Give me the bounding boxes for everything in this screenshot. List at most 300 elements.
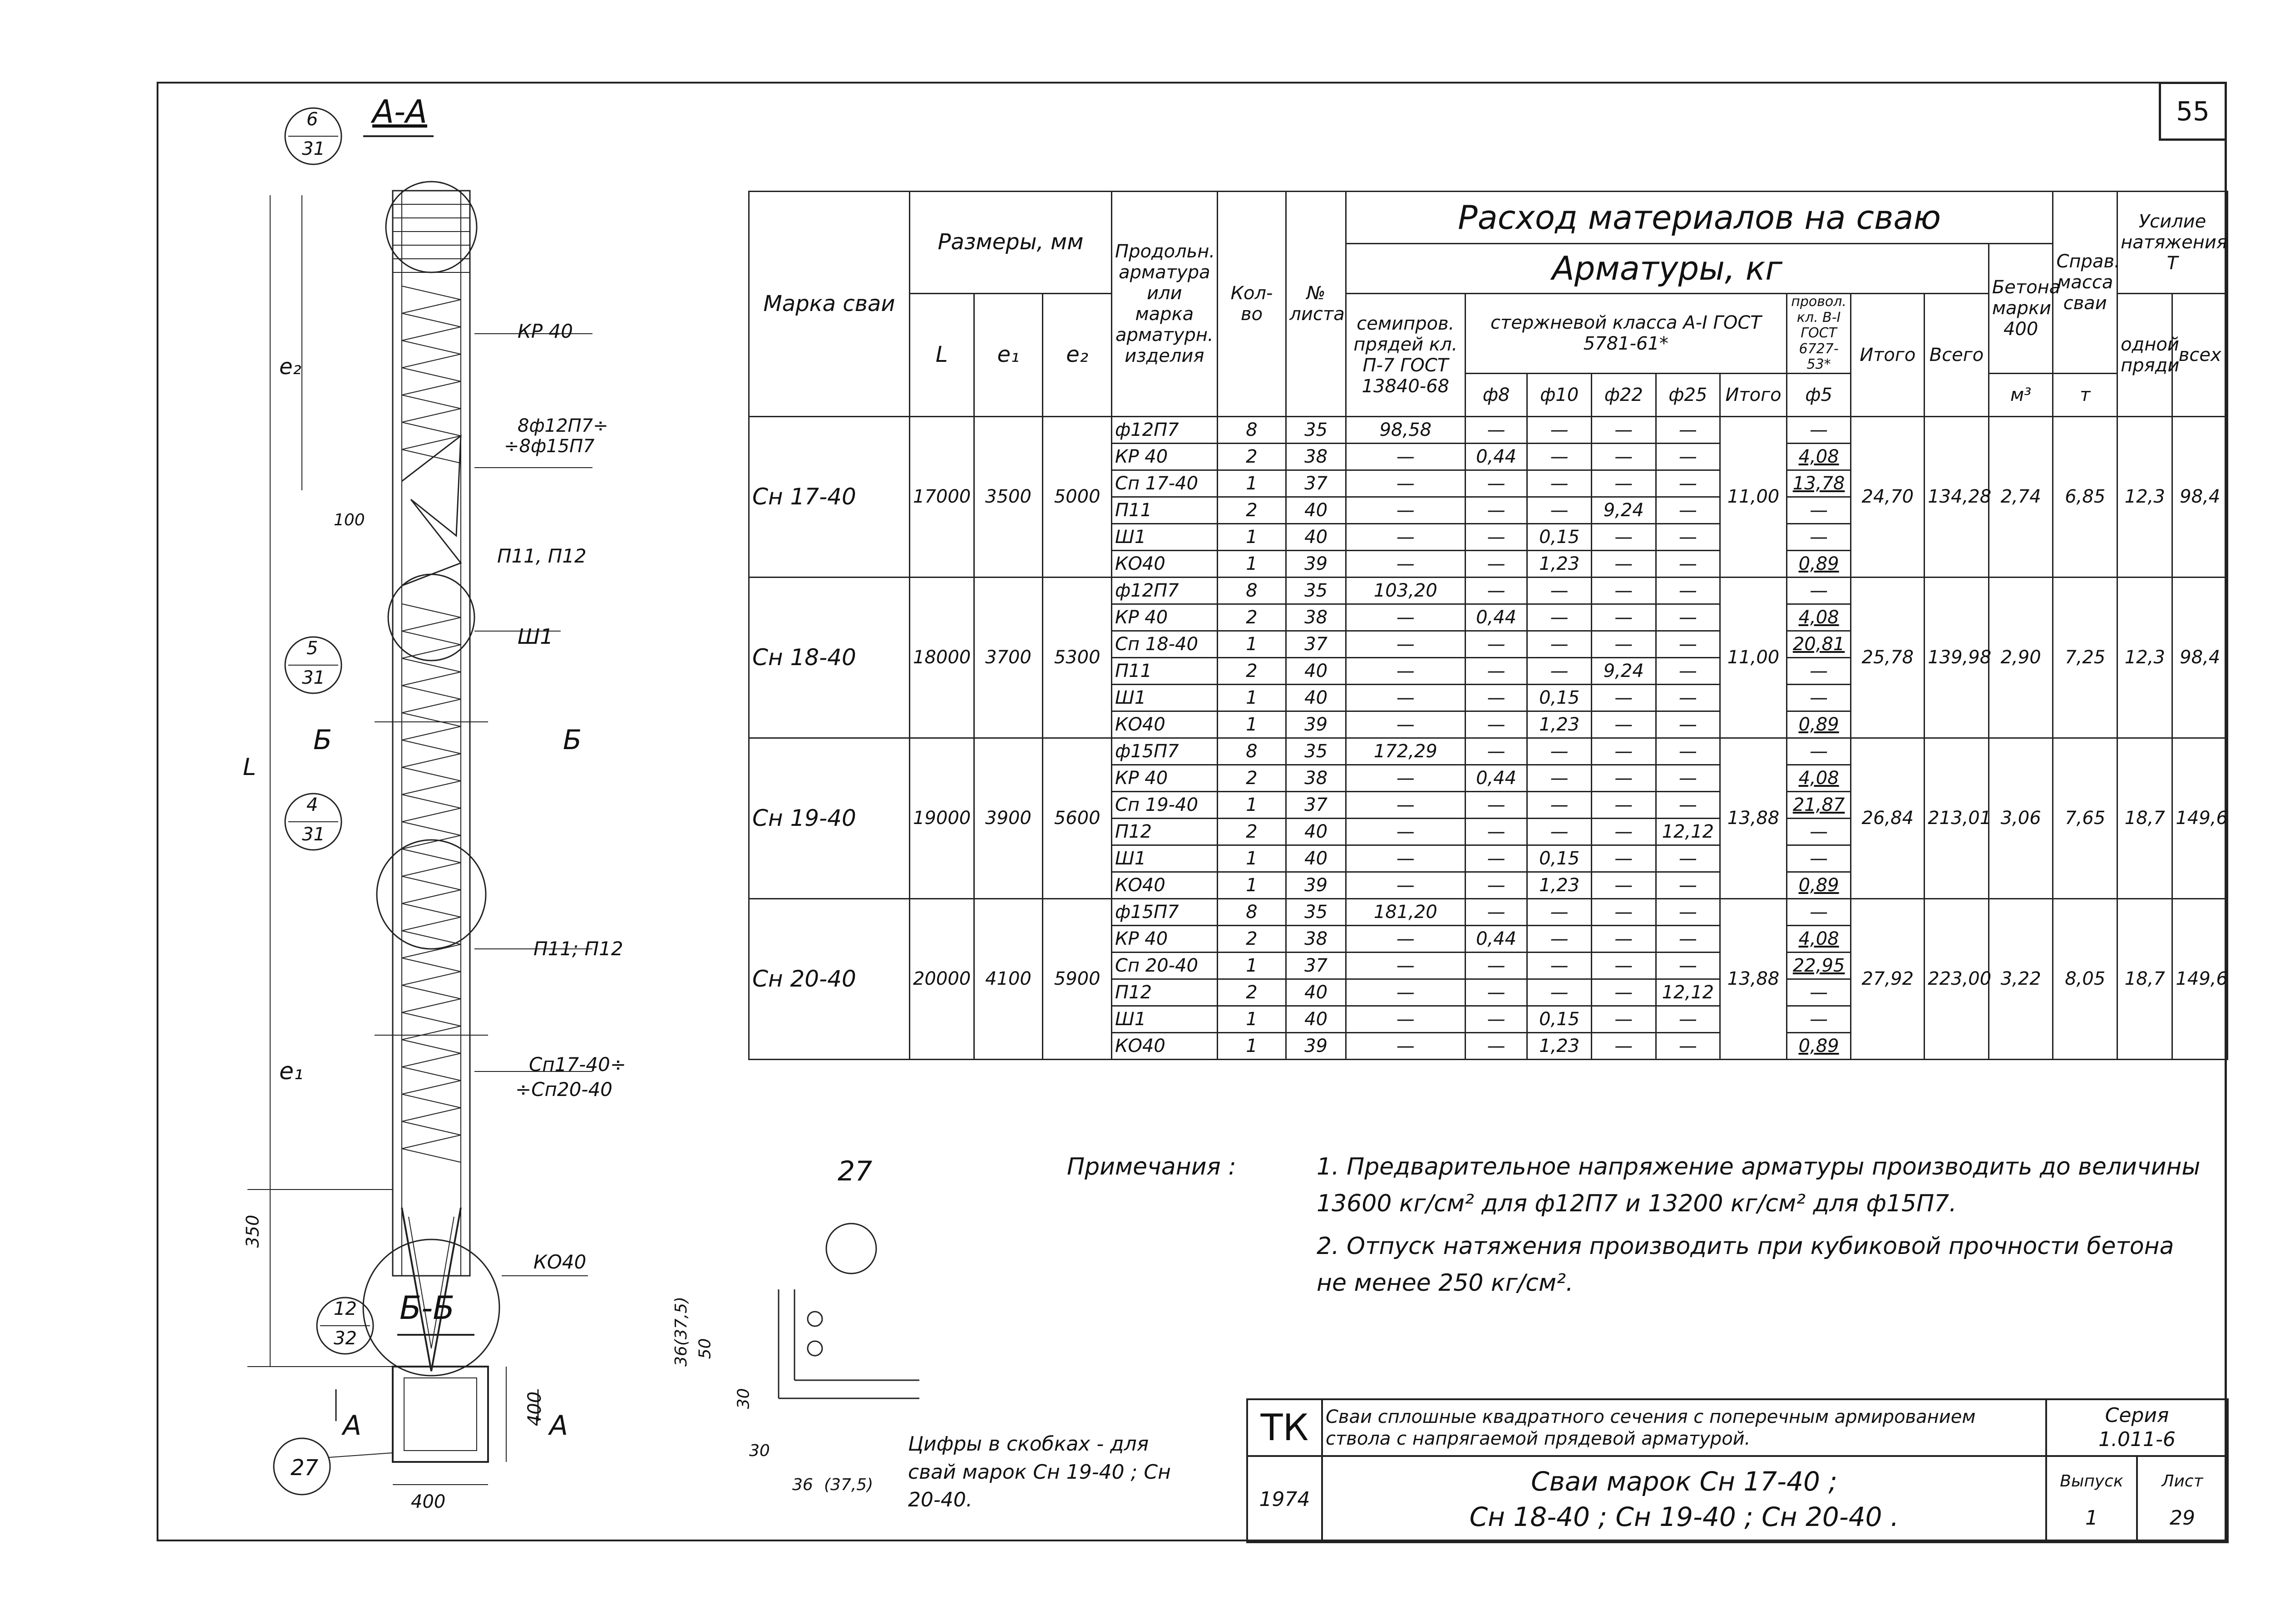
table-row bbox=[749, 577, 2228, 604]
note-1: 1. Предварительное напряжение арматуры производить до величины 13600 кг/см² для ф12П7 и 13200 кг/см² для ф15П7. bbox=[1317, 1153, 2201, 1217]
value-d8 bbox=[1465, 497, 1527, 523]
value-semi bbox=[1346, 925, 1465, 952]
value-d22 bbox=[1591, 765, 1656, 791]
qty: 1 bbox=[1217, 684, 1286, 711]
rebar-item: Ш1 bbox=[1112, 523, 1218, 550]
pile-mark: Сн 18-40 bbox=[749, 577, 910, 738]
value-d5 bbox=[1786, 818, 1851, 845]
hdr-raskhod: Расход материалов на сваю bbox=[1346, 192, 2053, 244]
value-d10 bbox=[1527, 443, 1592, 470]
value-d22 bbox=[1591, 925, 1656, 952]
value-d5: 0,89 bbox=[1786, 711, 1851, 738]
pile-mark: Сн 20-40 bbox=[749, 898, 910, 1059]
sheet-ref: 37 bbox=[1286, 791, 1346, 818]
value-d25 bbox=[1656, 523, 1720, 550]
value-semi: 181,20 bbox=[1346, 898, 1465, 925]
label-p11p12: П11; П12 bbox=[533, 938, 623, 960]
value-semi bbox=[1346, 657, 1465, 684]
rebar-item: Ш1 bbox=[1112, 684, 1218, 711]
value-semi bbox=[1346, 818, 1465, 845]
value-d10 bbox=[1527, 577, 1592, 604]
qty: 1 bbox=[1217, 1032, 1286, 1059]
label-kr40: КР 40 bbox=[518, 320, 573, 342]
sheet-ref: 39 bbox=[1286, 550, 1346, 577]
subtotal-wire: 24,70 bbox=[1851, 416, 1925, 577]
table-body bbox=[749, 416, 2228, 1059]
value-d5 bbox=[1786, 1006, 1851, 1032]
value-d25 bbox=[1656, 497, 1720, 523]
callout-12-num: 12 bbox=[334, 1298, 357, 1319]
sheet-ref: 37 bbox=[1286, 470, 1346, 497]
qty: 8 bbox=[1217, 738, 1286, 765]
value-d22 bbox=[1591, 443, 1656, 470]
detail27-title: 27 bbox=[838, 1155, 873, 1187]
value-d8 bbox=[1465, 872, 1527, 898]
value-d8 bbox=[1465, 470, 1527, 497]
sheet-ref: 39 bbox=[1286, 1032, 1346, 1059]
rebar-item: КО40 bbox=[1112, 711, 1218, 738]
value-d5 bbox=[1786, 898, 1851, 925]
value-d25 bbox=[1656, 872, 1720, 898]
value-d22 bbox=[1591, 470, 1656, 497]
qty: 2 bbox=[1217, 979, 1286, 1006]
value-d5: 4,08 bbox=[1786, 925, 1851, 952]
force-per-strand: 18,7 bbox=[2117, 738, 2172, 898]
qty: 1 bbox=[1217, 470, 1286, 497]
detail27-dim-30a: 30 bbox=[734, 1388, 753, 1409]
value-d22: 9,24 bbox=[1591, 657, 1656, 684]
subtotal-bars: 11,00 bbox=[1720, 577, 1787, 738]
value-d8 bbox=[1465, 738, 1527, 765]
label-cp-range1: Сп17-40÷ bbox=[529, 1053, 627, 1076]
dim-100: 100 bbox=[334, 511, 365, 529]
table-row bbox=[749, 416, 2228, 443]
label-cp-range2: ÷Сп20-40 bbox=[515, 1078, 613, 1101]
value-d8 bbox=[1465, 979, 1527, 1006]
value-d25: 12,12 bbox=[1656, 818, 1720, 845]
tb-series: Серия 1.011-6 bbox=[2046, 1399, 2228, 1456]
hdr-t: т bbox=[2053, 373, 2117, 416]
callout-5-den: 31 bbox=[302, 667, 325, 688]
note-2: 2. Отпуск натяжения производить при кубиковой прочности бетона не менее 250 кг/см². bbox=[1317, 1233, 2174, 1297]
value-semi bbox=[1346, 711, 1465, 738]
length-e2: 5300 bbox=[1043, 577, 1112, 738]
qty: 1 bbox=[1217, 952, 1286, 979]
value-d8 bbox=[1465, 818, 1527, 845]
value-d5: 4,08 bbox=[1786, 443, 1851, 470]
value-d25 bbox=[1656, 657, 1720, 684]
rebar-item: Ш1 bbox=[1112, 1006, 1218, 1032]
value-semi bbox=[1346, 979, 1465, 1006]
value-d8 bbox=[1465, 952, 1527, 979]
value-semi: 103,20 bbox=[1346, 577, 1465, 604]
value-d22 bbox=[1591, 979, 1656, 1006]
value-semi bbox=[1346, 952, 1465, 979]
value-d10 bbox=[1527, 631, 1592, 657]
value-d22 bbox=[1591, 604, 1656, 631]
detail-circle-5 bbox=[388, 574, 474, 661]
value-d10 bbox=[1527, 818, 1592, 845]
pile-mass: 7,65 bbox=[2053, 738, 2117, 898]
value-d10: 1,23 bbox=[1527, 1032, 1592, 1059]
total-steel: 213,01 bbox=[1925, 738, 1989, 898]
value-semi bbox=[1346, 470, 1465, 497]
rebar-item: КР 40 bbox=[1112, 765, 1218, 791]
sheet-ref: 38 bbox=[1286, 604, 1346, 631]
hdr-kolvo: Кол-во bbox=[1217, 192, 1286, 417]
value-d8 bbox=[1465, 416, 1527, 443]
value-d8: 0,44 bbox=[1465, 765, 1527, 791]
bracket-footnote: Цифры в скобках - для свай марок Сн 19-40 ; Сн 20-40. bbox=[908, 1432, 1171, 1512]
value-d22 bbox=[1591, 845, 1656, 872]
rebar-item: ф15П7 bbox=[1112, 738, 1218, 765]
rebar-item: КР 40 bbox=[1112, 604, 1218, 631]
value-d5 bbox=[1786, 684, 1851, 711]
value-d25 bbox=[1656, 416, 1720, 443]
value-d22 bbox=[1591, 898, 1656, 925]
table-row bbox=[749, 738, 2228, 765]
subtotal-bars: 13,88 bbox=[1720, 738, 1787, 898]
sheet-ref: 35 bbox=[1286, 898, 1346, 925]
value-d25 bbox=[1656, 604, 1720, 631]
qty: 2 bbox=[1217, 443, 1286, 470]
rebar-item: Сп 20-40 bbox=[1112, 952, 1218, 979]
pile-mass: 7,25 bbox=[2053, 577, 2117, 738]
sheet-ref: 40 bbox=[1286, 1006, 1346, 1032]
value-semi bbox=[1346, 631, 1465, 657]
sheet-ref: 40 bbox=[1286, 684, 1346, 711]
detail27-dim-375: (37,5) bbox=[824, 1476, 873, 1494]
sheet-ref: 40 bbox=[1286, 818, 1346, 845]
hdr-d25: ф25 bbox=[1656, 373, 1720, 416]
label-p11p12-top: П11, П12 bbox=[497, 545, 587, 567]
value-d25: 12,12 bbox=[1656, 979, 1720, 1006]
rebar-item: ф15П7 bbox=[1112, 898, 1218, 925]
rebar-item: Ш1 bbox=[1112, 845, 1218, 872]
hdr-e2: e₂ bbox=[1043, 294, 1112, 417]
value-d25 bbox=[1656, 738, 1720, 765]
table-row bbox=[749, 898, 2228, 925]
length-e2: 5000 bbox=[1043, 416, 1112, 577]
rebar-item: П11 bbox=[1112, 497, 1218, 523]
value-semi bbox=[1346, 684, 1465, 711]
value-d5: 0,89 bbox=[1786, 1032, 1851, 1059]
hdr-sterzh: стержневой класса А-I ГОСТ 5781-61* bbox=[1465, 294, 1786, 374]
qty: 8 bbox=[1217, 416, 1286, 443]
qty: 1 bbox=[1217, 1006, 1286, 1032]
callout-6-num: 6 bbox=[306, 109, 318, 130]
value-semi bbox=[1346, 523, 1465, 550]
hdr-itogo2: Итого bbox=[1851, 294, 1925, 417]
qty: 1 bbox=[1217, 631, 1286, 657]
value-d22 bbox=[1591, 791, 1656, 818]
hdr-sprav: Справ. масса сваи bbox=[2053, 192, 2117, 374]
hdr-beton: Бетона марки 400 bbox=[1989, 244, 2053, 374]
label-strands2: ÷8ф15П7 bbox=[504, 436, 595, 457]
mark-a-right: А bbox=[549, 1410, 568, 1441]
dim-L: L bbox=[243, 754, 256, 781]
hdr-vsekh: всех bbox=[2172, 294, 2228, 417]
notes-label: Примечания : bbox=[1067, 1153, 1236, 1180]
value-d10: 0,15 bbox=[1527, 523, 1592, 550]
total-steel: 223,00 bbox=[1925, 898, 1989, 1059]
hdr-armatury: Арматуры, кг bbox=[1346, 244, 1989, 294]
rebar-item: КО40 bbox=[1112, 550, 1218, 577]
sheet-ref: 40 bbox=[1286, 523, 1346, 550]
value-d25 bbox=[1656, 631, 1720, 657]
value-d10 bbox=[1527, 925, 1592, 952]
sheet-ref: 38 bbox=[1286, 765, 1346, 791]
value-semi bbox=[1346, 845, 1465, 872]
callout-4-num: 4 bbox=[306, 795, 318, 815]
hdr-vsego: Всего bbox=[1925, 294, 1989, 417]
callout-6-den: 31 bbox=[302, 138, 325, 159]
value-semi bbox=[1346, 1006, 1465, 1032]
value-d22 bbox=[1591, 738, 1656, 765]
value-d8 bbox=[1465, 657, 1527, 684]
qty: 2 bbox=[1217, 765, 1286, 791]
pile-mark: Сн 17-40 bbox=[749, 416, 910, 577]
mark-b-right: Б bbox=[563, 724, 582, 756]
qty: 2 bbox=[1217, 818, 1286, 845]
value-d5: 13,78 bbox=[1786, 470, 1851, 497]
value-d25 bbox=[1656, 470, 1720, 497]
value-d22 bbox=[1591, 818, 1656, 845]
callout-12-den: 32 bbox=[334, 1328, 357, 1349]
value-d8 bbox=[1465, 845, 1527, 872]
value-d5: 21,87 bbox=[1786, 791, 1851, 818]
value-semi bbox=[1346, 604, 1465, 631]
sheet-ref: 40 bbox=[1286, 979, 1346, 1006]
force-per-strand: 12,3 bbox=[2117, 416, 2172, 577]
subtotal-bars: 13,88 bbox=[1720, 898, 1787, 1059]
value-d8 bbox=[1465, 791, 1527, 818]
qty: 2 bbox=[1217, 497, 1286, 523]
hdr-marka: Марка сваи bbox=[749, 192, 910, 417]
hdr-list: № листа bbox=[1286, 192, 1346, 417]
tb-title: Сваи марок Сн 17-40 ; Сн 18-40 ; Сн 19-40 ; Сн 20-40 . bbox=[1322, 1456, 2046, 1542]
hdr-d5: ф5 bbox=[1786, 373, 1851, 416]
rebar-item: КО40 bbox=[1112, 872, 1218, 898]
pile-mark: Сн 19-40 bbox=[749, 738, 910, 898]
value-d10 bbox=[1527, 738, 1592, 765]
value-d25 bbox=[1656, 684, 1720, 711]
value-d5 bbox=[1786, 523, 1851, 550]
hdr-provol: провол. кл. В-I ГОСТ 6727-53* bbox=[1786, 294, 1851, 374]
sheet-ref: 40 bbox=[1286, 657, 1346, 684]
sheet-ref: 40 bbox=[1286, 497, 1346, 523]
mark-b-left: Б bbox=[313, 724, 332, 756]
value-d25 bbox=[1656, 550, 1720, 577]
sheet-ref: 35 bbox=[1286, 577, 1346, 604]
label-strands: 8ф12П7÷ bbox=[518, 415, 608, 436]
label-ko40: КО40 bbox=[533, 1251, 587, 1273]
subtotal-wire: 25,78 bbox=[1851, 577, 1925, 738]
value-d22 bbox=[1591, 1032, 1656, 1059]
value-d5 bbox=[1786, 497, 1851, 523]
sheet-ref: 38 bbox=[1286, 925, 1346, 952]
qty: 2 bbox=[1217, 604, 1286, 631]
value-d5: 4,08 bbox=[1786, 765, 1851, 791]
length-e1: 3900 bbox=[974, 738, 1043, 898]
tb-vypusk: Выпуск 1 bbox=[2046, 1456, 2137, 1542]
value-d25 bbox=[1656, 791, 1720, 818]
value-d22 bbox=[1591, 872, 1656, 898]
value-d5 bbox=[1786, 577, 1851, 604]
spiral-upper bbox=[402, 286, 461, 463]
sheet-ref: 37 bbox=[1286, 952, 1346, 979]
rebar-item: КО40 bbox=[1112, 1032, 1218, 1059]
force-total: 98,4 bbox=[2172, 416, 2228, 577]
section-aa-title: А-А bbox=[372, 93, 428, 130]
value-d25 bbox=[1656, 1006, 1720, 1032]
value-d8 bbox=[1465, 523, 1527, 550]
hdr-e1: e₁ bbox=[974, 294, 1043, 417]
concrete-volume: 2,90 bbox=[1989, 577, 2053, 738]
materials-table bbox=[748, 191, 2228, 1060]
value-d22 bbox=[1591, 952, 1656, 979]
head-mesh-lines bbox=[393, 204, 470, 272]
length-L: 18000 bbox=[910, 577, 974, 738]
value-d8: 0,44 bbox=[1465, 925, 1527, 952]
rebar-item: П11 bbox=[1112, 657, 1218, 684]
qty: 1 bbox=[1217, 872, 1286, 898]
sheet-ref: 39 bbox=[1286, 711, 1346, 738]
qty: 8 bbox=[1217, 577, 1286, 604]
value-d25 bbox=[1656, 577, 1720, 604]
value-d25 bbox=[1656, 845, 1720, 872]
force-total: 98,4 bbox=[2172, 577, 2228, 738]
value-d5 bbox=[1786, 416, 1851, 443]
value-d5 bbox=[1786, 738, 1851, 765]
value-d10: 0,15 bbox=[1527, 1006, 1592, 1032]
value-d22 bbox=[1591, 1006, 1656, 1032]
value-semi bbox=[1346, 765, 1465, 791]
length-L: 17000 bbox=[910, 416, 974, 577]
qty: 1 bbox=[1217, 523, 1286, 550]
value-d8 bbox=[1465, 1032, 1527, 1059]
force-per-strand: 12,3 bbox=[2117, 577, 2172, 738]
value-d22 bbox=[1591, 684, 1656, 711]
hdr-L: L bbox=[910, 294, 974, 417]
sheet-ref: 37 bbox=[1286, 631, 1346, 657]
value-d10 bbox=[1527, 470, 1592, 497]
value-d10 bbox=[1527, 604, 1592, 631]
pile-mass: 8,05 bbox=[2053, 898, 2117, 1059]
dim-e2: e₂ bbox=[279, 354, 301, 380]
callout-5-num: 5 bbox=[306, 638, 318, 659]
value-semi bbox=[1346, 550, 1465, 577]
length-L: 20000 bbox=[910, 898, 974, 1059]
total-steel: 134,28 bbox=[1925, 416, 1989, 577]
value-d10 bbox=[1527, 416, 1592, 443]
rebar-item: П12 bbox=[1112, 818, 1218, 845]
rebar-item: ф12П7 bbox=[1112, 416, 1218, 443]
value-semi: 98,58 bbox=[1346, 416, 1465, 443]
tb-description: Сваи сплошные квадратного сечения с поперечным армированием ствола с напрягаемой прядевой арматурой. bbox=[1322, 1399, 2046, 1456]
value-d25 bbox=[1656, 1032, 1720, 1059]
value-d10 bbox=[1527, 952, 1592, 979]
value-d10 bbox=[1527, 898, 1592, 925]
concrete-volume: 3,06 bbox=[1989, 738, 2053, 898]
tb-list: Лист 29 bbox=[2137, 1456, 2228, 1542]
tb-year: 1974 bbox=[1247, 1456, 1322, 1542]
title-block bbox=[1246, 1398, 2229, 1543]
value-d10 bbox=[1527, 765, 1592, 791]
value-semi bbox=[1346, 443, 1465, 470]
value-d22 bbox=[1591, 416, 1656, 443]
length-e1: 3500 bbox=[974, 416, 1043, 577]
rebar-item: Сп 18-40 bbox=[1112, 631, 1218, 657]
hdr-d10: ф10 bbox=[1527, 373, 1592, 416]
detail-ref-27: 27 bbox=[291, 1455, 319, 1481]
value-d10: 0,15 bbox=[1527, 684, 1592, 711]
value-d8 bbox=[1465, 1006, 1527, 1032]
value-d5: 0,89 bbox=[1786, 872, 1851, 898]
value-d10: 1,23 bbox=[1527, 550, 1592, 577]
value-d8 bbox=[1465, 711, 1527, 738]
value-d10: 1,23 bbox=[1527, 711, 1592, 738]
hdr-odnoy: одной пряди bbox=[2117, 294, 2172, 417]
value-d5 bbox=[1786, 845, 1851, 872]
detail27-dim-left: 36(37,5) bbox=[672, 1296, 691, 1367]
value-d5: 4,08 bbox=[1786, 604, 1851, 631]
sheet-number: 55 bbox=[2159, 82, 2227, 141]
dim-400-width: 400 bbox=[411, 1491, 446, 1512]
callout-4-den: 31 bbox=[302, 824, 325, 845]
value-d5: 20,81 bbox=[1786, 631, 1851, 657]
rebar-item: Сп 17-40 bbox=[1112, 470, 1218, 497]
value-d10 bbox=[1527, 657, 1592, 684]
value-d8 bbox=[1465, 684, 1527, 711]
concrete-volume: 2,74 bbox=[1989, 416, 2053, 577]
detail27-dim-30b: 30 bbox=[749, 1441, 770, 1460]
subtotal-bars: 11,00 bbox=[1720, 416, 1787, 577]
value-d25 bbox=[1656, 711, 1720, 738]
value-d25 bbox=[1656, 898, 1720, 925]
length-e2: 5600 bbox=[1043, 738, 1112, 898]
hdr-itogo: Итого bbox=[1720, 373, 1787, 416]
value-d10 bbox=[1527, 979, 1592, 1006]
qty: 1 bbox=[1217, 550, 1286, 577]
qty: 2 bbox=[1217, 925, 1286, 952]
dim-e1: e₁ bbox=[279, 1058, 303, 1085]
sheet-ref: 38 bbox=[1286, 443, 1346, 470]
detail27-dim-50: 50 bbox=[696, 1338, 715, 1359]
total-steel: 139,98 bbox=[1925, 577, 1989, 738]
value-d8 bbox=[1465, 550, 1527, 577]
sheet-ref: 35 bbox=[1286, 738, 1346, 765]
value-d8 bbox=[1465, 898, 1527, 925]
detail27-dim-36: 36 bbox=[792, 1476, 813, 1494]
sheet-ref: 35 bbox=[1286, 416, 1346, 443]
value-d5 bbox=[1786, 979, 1851, 1006]
dim-400-height: 400 bbox=[524, 1391, 546, 1427]
force-total: 149,6 bbox=[2172, 898, 2228, 1059]
section-bb-title: Б-Б bbox=[400, 1289, 455, 1327]
rebar-item: П12 bbox=[1112, 979, 1218, 1006]
qty: 2 bbox=[1217, 657, 1286, 684]
value-d25 bbox=[1656, 443, 1720, 470]
value-d22 bbox=[1591, 631, 1656, 657]
value-d22 bbox=[1591, 711, 1656, 738]
rebar-item: КР 40 bbox=[1112, 443, 1218, 470]
length-e1: 3700 bbox=[974, 577, 1043, 738]
value-d8 bbox=[1465, 577, 1527, 604]
qty: 8 bbox=[1217, 898, 1286, 925]
force-per-strand: 18,7 bbox=[2117, 898, 2172, 1059]
hdr-usilie: Усилие натяжения Т bbox=[2117, 192, 2228, 294]
